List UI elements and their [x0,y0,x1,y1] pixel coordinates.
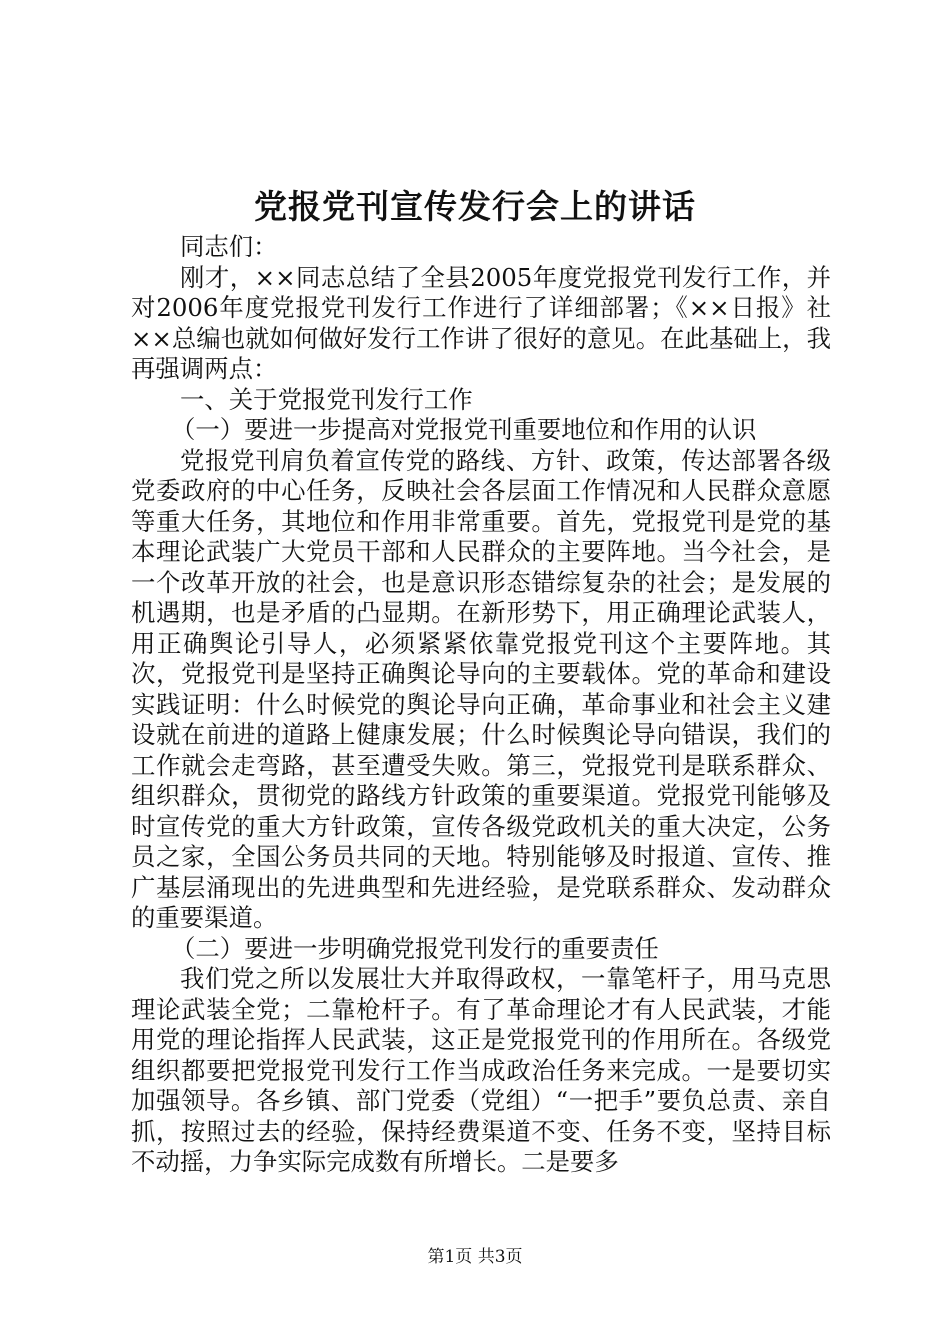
intro-paragraph: 刚才，××同志总结了全县2005年度党报党刊发行工作，并对2006年度党报党刊发行工作进行了详细部署；《××日报》社××总编也就如何做好发行工作讲了很好的意见。在此基础上，我再强调两点： [131,262,831,383]
subsection-heading-2: （二）要进一步明确党报党刊发行的重要责任 [171,933,659,963]
page-footer: 第1页 共3页 [427,1247,523,1267]
section-heading: 一、关于党报党刊发行工作 [180,384,473,414]
document-body [131,232,831,1178]
body-paragraph-1: 党报党刊肩负着宣传党的路线、方针、政策，传达部署各级党委政府的中心任务，反映社会各层面工作情况和人民群众意愿等重大任务，其地位和作用非常重要。首先，党报党刊是党的基本理论武装广大党员干部和人民群众的主要阵地。当今社会，是一个改革开放的社会，也是意识形态错综复杂的社会；是发展的机遇期，也是矛盾的凸显期。在新形势下，用正确理论武装人，用正确舆论引导人，必须紧紧依靠党报党刊这个主要阵地。其次，党报党刊是坚持正确舆论导向的主要载体。党的革命和建设实践证明：什么时候党的舆论导向正确，革命事业和社会主义建设就在前进的道路上健康发展；什么时候舆论导向错误，我们的工作就会走弯路，甚至遭受失败。第三，党报党刊是联系群众、组织群众，贯彻党的路线方针政策的重要渠道。党报党刊能够及时宣传党的重大方针政策，宣传各级党政机关的重大决定，公务员之家，全国公务员共同的天地。特别能够及时报道、宣传、推广基层涌现出的先进典型和先进经验，是党联系群众、发动群众的重要渠道。 [131,445,831,932]
body-paragraph-2: 我们党之所以发展壮大并取得政权，一靠笔杆子，用马克思理论武装全党；二靠枪杆子。有了革命理论才有人民武装，才能用党的理论指挥人民武装，这正是党报党刊的作用所在。各级党组织都要把党报党刊发行工作当成政治任务来完成。一是要切实加强领导。各乡镇、部门党委（党组）“一把手”要负总责、亲自抓，按照过去的经验，保持经费渠道不变、任务不变，坚持目标不动摇，力争实际完成数有所增长。二是要多 [131,964,831,1176]
subsection-heading-1: （一）要进一步提高对党报党刊重要地位和作用的认识 [171,415,757,444]
salutation-paragraph: 同志们： [180,232,278,261]
document-title: 党报党刊宣传发行会上的讲话 [254,187,696,226]
